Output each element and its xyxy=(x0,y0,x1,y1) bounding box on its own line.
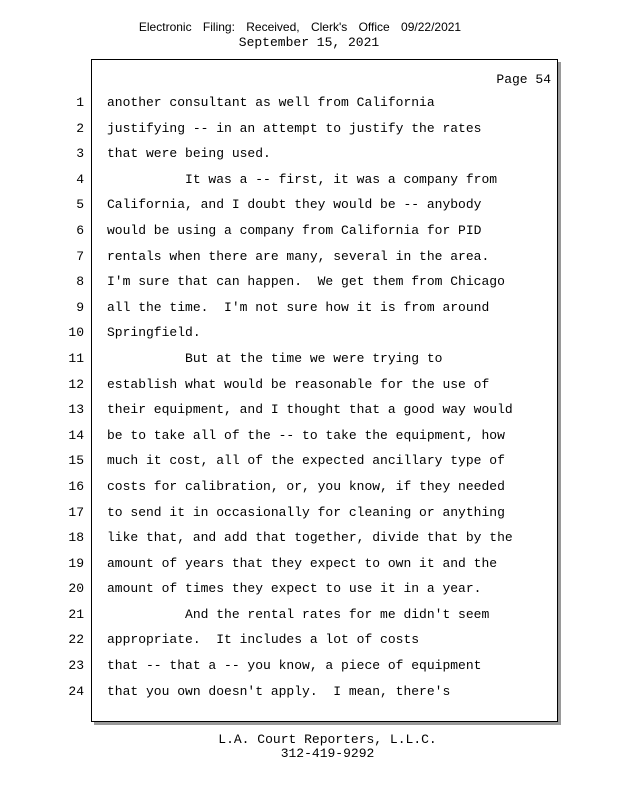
line-number: 3 xyxy=(76,146,84,162)
line-text: establish what would be reasonable for the use of xyxy=(107,376,490,392)
transcript-line xyxy=(0,274,560,300)
line-number: 1 xyxy=(76,95,84,110)
line-text: I'm sure that can happen. We get them from Chicago xyxy=(107,274,505,290)
transcript-line xyxy=(0,607,560,633)
line-text: appropriate. It includes a lot of costs xyxy=(107,632,420,648)
line-text: amount of times they expect to use it in a year. xyxy=(107,581,482,597)
line-text: California, and I doubt they would be -- anybody xyxy=(107,197,482,213)
line-text: It was a -- first, it was a company from xyxy=(107,171,498,187)
line-text: justifying -- in an attempt to justify the rates xyxy=(107,120,482,136)
line-number: 7 xyxy=(76,248,84,264)
transcript-line xyxy=(0,581,560,607)
line-text: But at the time we were trying to xyxy=(107,350,443,366)
line-text: to send it in occasionally for cleaning or anything xyxy=(107,504,505,520)
line-text: that -- that a -- you know, a piece of equipment xyxy=(107,658,482,674)
transcript-line xyxy=(0,632,560,658)
line-text: much it cost, all of the expected ancillary type of xyxy=(107,453,505,469)
page-number: Page 54 xyxy=(496,72,551,87)
transcript-line xyxy=(0,658,560,684)
transcript-line xyxy=(0,121,560,147)
line-text: rentals when there are many, several in the area. xyxy=(107,248,490,264)
line-number: 8 xyxy=(76,274,84,290)
transcript-line xyxy=(0,172,560,198)
transcript-line xyxy=(0,453,560,479)
transcript-line xyxy=(0,479,560,505)
line-number: 10 xyxy=(68,325,84,341)
line-number: 14 xyxy=(68,427,84,443)
line-number: 22 xyxy=(68,632,84,648)
transcript-line xyxy=(0,223,560,249)
line-number: 6 xyxy=(76,222,84,238)
line-number: 15 xyxy=(68,453,84,469)
transcript-line xyxy=(0,95,560,121)
line-number: 5 xyxy=(76,197,84,213)
transcript-line xyxy=(0,351,560,377)
line-text: all the time. I'm not sure how it is from around xyxy=(107,299,490,315)
line-text: like that, and add that together, divide that by the xyxy=(107,530,513,546)
line-number: 12 xyxy=(68,376,84,392)
line-number: 9 xyxy=(76,299,84,315)
line-text: would be using a company from California for PID xyxy=(107,222,482,238)
line-number: 19 xyxy=(68,555,84,571)
transcript-line xyxy=(0,146,560,172)
line-number: 11 xyxy=(68,350,84,366)
line-text: that you own doesn't apply. I mean, there's xyxy=(107,683,451,699)
line-number: 23 xyxy=(68,658,84,674)
line-number: 17 xyxy=(68,504,84,520)
line-text: be to take all of the -- to take the equipment, how xyxy=(107,427,505,443)
transcript-lines xyxy=(0,95,560,709)
line-number: 13 xyxy=(68,402,84,418)
line-number: 2 xyxy=(76,120,84,136)
transcript-line xyxy=(0,428,560,454)
transcript-line xyxy=(0,377,560,403)
filing-stamp: Electronic Filing: Received, Clerk's Office 09/22/2021 xyxy=(138,20,462,34)
line-number: 21 xyxy=(68,606,84,622)
line-number: 24 xyxy=(68,683,84,699)
line-text: amount of years that they expect to own it and the xyxy=(107,555,498,571)
transcript-line xyxy=(0,684,560,710)
transcript-line xyxy=(0,249,560,275)
line-number: 20 xyxy=(68,581,84,597)
line-text: costs for calibration, or, you know, if they needed xyxy=(107,478,505,494)
line-text: another consultant as well from California xyxy=(107,95,435,110)
transcript-date: September 15, 2021 xyxy=(238,35,380,50)
transcript-line xyxy=(0,197,560,223)
reporter-company: L.A. Court Reporters, L.L.C. xyxy=(218,732,437,747)
transcript-line xyxy=(0,530,560,556)
transcript-line xyxy=(0,402,560,428)
transcript-line xyxy=(0,300,560,326)
reporter-phone: 312-419-9292 xyxy=(280,746,375,761)
transcript-line xyxy=(0,556,560,582)
line-text: And the rental rates for me didn't seem xyxy=(107,606,490,622)
line-text: their equipment, and I thought that a good way would xyxy=(107,402,513,418)
transcript-line xyxy=(0,505,560,531)
line-number: 18 xyxy=(68,530,84,546)
line-number: 4 xyxy=(76,171,84,187)
line-text: that were being used. xyxy=(107,146,271,162)
transcript-line xyxy=(0,325,560,351)
page-footer xyxy=(0,733,618,761)
line-text: Springfield. xyxy=(107,325,201,341)
line-number: 16 xyxy=(68,478,84,494)
